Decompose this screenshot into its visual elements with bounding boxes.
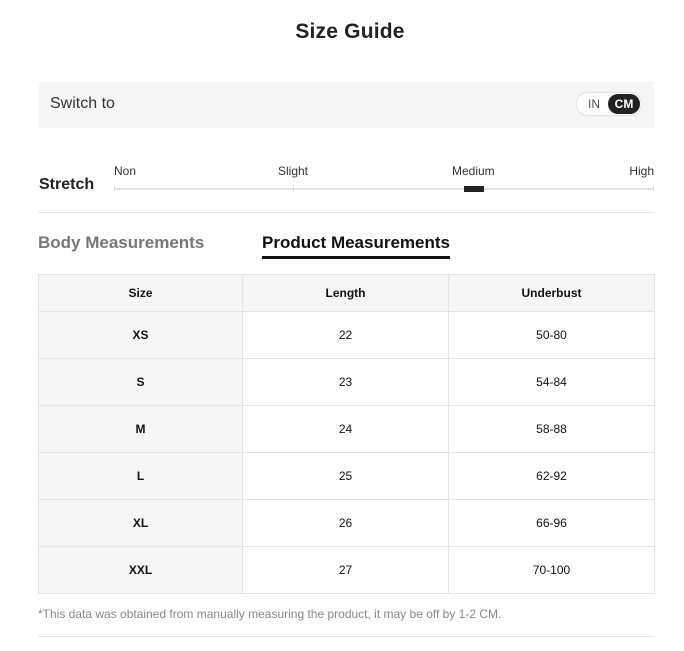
length-cell: 23 [243,359,449,406]
measurement-note: *This data was obtained from manually measuring the product, it may be off by 1-2 CM. [38,607,502,621]
table-row [39,547,655,594]
stretch-selected-marker [464,186,484,192]
unit-toggle[interactable] [576,92,642,116]
stretch-level-medium: Medium [452,164,495,178]
length-cell: 26 [243,500,449,547]
length-cell: 24 [243,406,449,453]
underbust-cell: 62-92 [449,453,655,500]
unit-cm-option[interactable]: CM [608,94,640,114]
header-length: Length [243,275,449,312]
page-title: Size Guide [295,20,405,43]
stretch-scale [114,164,654,194]
table-row [39,359,655,406]
underbust-cell: 70-100 [449,547,655,594]
size-cell: M [39,406,243,453]
header-size: Size [39,275,243,312]
underbust-cell: 54-84 [449,359,655,406]
stretch-track [114,188,654,190]
size-cell: XS [39,312,243,359]
table-row [39,453,655,500]
stretch-tick [293,185,294,191]
size-cell: S [39,359,243,406]
tab-body-measurements[interactable]: Body Measurements [38,233,205,252]
table-row [39,406,655,453]
size-cell: L [39,453,243,500]
stretch-label: Stretch [39,176,95,193]
table-row [39,500,655,547]
length-cell: 22 [243,312,449,359]
divider [38,636,654,637]
stretch-tick [114,185,115,191]
size-table [38,274,655,594]
stretch-level-slight: Slight [278,164,309,178]
length-cell: 27 [243,547,449,594]
unit-in-option[interactable]: IN [588,97,600,111]
size-cell: XXL [39,547,243,594]
switch-label: Switch to [50,95,115,112]
stretch-tick [653,185,654,191]
underbust-cell: 50-80 [449,312,655,359]
unit-switch-bar [38,82,654,128]
table-header-row [39,275,655,312]
stretch-level-high: High [629,164,654,178]
table-row [39,312,655,359]
tab-product-measurements[interactable]: Product Measurements [262,233,450,259]
stretch-level-non: Non [114,164,137,178]
divider [38,212,654,213]
header-underbust: Underbust [449,275,655,312]
size-cell: XL [39,500,243,547]
underbust-cell: 58-88 [449,406,655,453]
underbust-cell: 66-96 [449,500,655,547]
length-cell: 25 [243,453,449,500]
